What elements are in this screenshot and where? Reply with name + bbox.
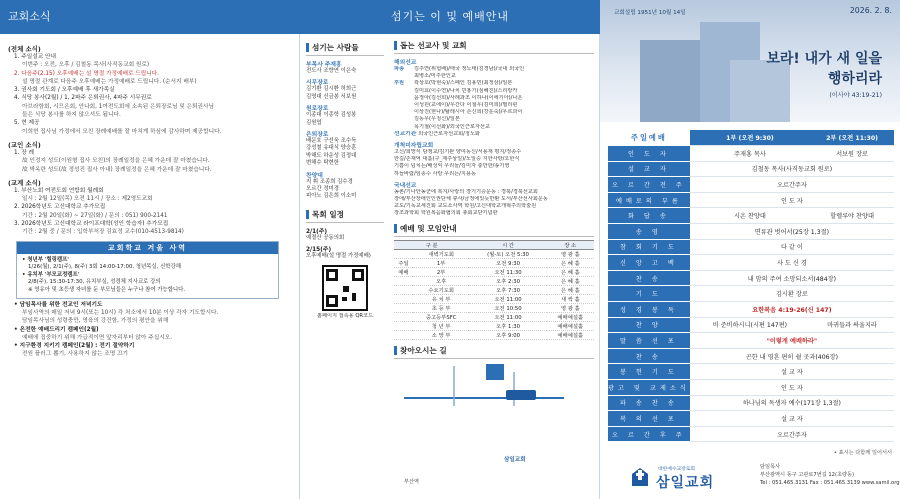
school-ministry-item: • 유치부 '부모교정캠프' xyxy=(22,271,80,278)
order-label: 송 영 xyxy=(608,224,690,240)
worship-place: 영 광 홀 xyxy=(547,249,594,258)
order-row xyxy=(608,255,894,271)
school-ministry-item: • 청년부 '힐링캠프' xyxy=(22,256,69,263)
denomination-label: 대한예수교장로회 xyxy=(658,467,696,472)
worship-table-row xyxy=(394,249,594,258)
news-header-title: 교회소식 xyxy=(8,10,51,23)
section-bar-icon xyxy=(394,224,397,233)
servant-line: 전도사 조향연 이은숙 xyxy=(306,68,357,74)
worship-name: 청 년 부 xyxy=(413,321,470,330)
school-ministry-item: 2/8(주), 15:30-17:30, 유치부실, 성경체 지사교로 강의 xyxy=(28,279,161,286)
church-wing-image xyxy=(730,60,790,122)
worship-name: 유 치 부 xyxy=(413,294,470,303)
order-label: 말 씀 선 포 xyxy=(608,333,690,349)
standing-note: • 표시는 다함께 일어서서 xyxy=(833,450,892,456)
mission-row xyxy=(394,95,594,102)
servant-line: 피아노 김은희 이소미 xyxy=(306,193,357,200)
servant-group-head: 은퇴장로 xyxy=(306,132,329,139)
school-ministry-item: 1/26(월), 2/1(주), 8(주) 3회 14:00-17:00, 청년목실, 신학강해 xyxy=(28,264,181,271)
section-bar-icon xyxy=(394,346,397,355)
worship-table-row xyxy=(394,276,594,285)
worship-place: 은 혜 홀 xyxy=(547,285,594,294)
worship-group xyxy=(394,330,413,339)
news-item-text: 기간 : 2월 중 / 문의 : 입학부처장 김효정 교수(010-4513-9814) xyxy=(22,229,184,236)
theme-title-line2: 행하리라 xyxy=(827,71,882,87)
worship-name: 오후 xyxy=(413,276,470,285)
worship-time: 오후 1:30 xyxy=(469,321,546,330)
order-label: 성 경 봉 독 xyxy=(608,302,690,318)
worship-time: 오전 11:30 xyxy=(469,267,546,276)
servant-group-head: 시무장로 xyxy=(306,80,329,87)
pioneer-head: 개척미자립교회 xyxy=(394,143,434,150)
servant-line: 배문호 구선욱 조수득 xyxy=(306,138,357,145)
servant-line: 지 휘 조종희 김수경 xyxy=(306,178,353,185)
mission-row-text: 최병소/미주한인교 xyxy=(414,73,456,80)
church-building-icon xyxy=(486,364,504,380)
news-item-text: 1. 부산노회 여전도회 연합회 월례회 xyxy=(14,187,104,194)
order-value-service2: 할렐루야 찬양대 xyxy=(810,208,894,224)
order-row xyxy=(608,380,894,396)
org-head: 국내선교 xyxy=(394,182,417,189)
pioneer-line: 고신/희망식 담쟁교/김기완 양여동신/서용재 평지/정종수 xyxy=(394,149,522,156)
servant-line: 강성철 유대식 양승훈 xyxy=(306,145,357,152)
worship-time: 오전 9:30 xyxy=(469,258,546,267)
order-row xyxy=(608,411,894,427)
order-header-label: 주일예배 xyxy=(608,130,690,146)
service2-header: 2부 (오전 11:30) xyxy=(810,130,894,146)
order-value: 다 같 이 xyxy=(690,239,894,255)
order-label: 오 르 간 전 주 xyxy=(608,177,690,193)
servants-panel xyxy=(300,34,388,499)
theme-banner xyxy=(600,0,900,122)
news-item xyxy=(8,195,293,203)
mission-title: 돕는 선교사 및 교회 xyxy=(394,40,594,54)
worship-time: 오전 11:00 xyxy=(469,294,546,303)
schedule-list xyxy=(306,226,384,261)
worship-name: 초 등 부 xyxy=(413,303,470,312)
news-extra-item: 전원 플러그 뽑기, 사용하지 않는 조명 끄기 xyxy=(22,351,129,358)
order-value: 요한복음 4:19-26(신 147) xyxy=(690,302,894,318)
worship-time: 오후 9:00 xyxy=(469,330,546,339)
order-value: 김철동 목사(사직동교회 원로) xyxy=(690,161,894,177)
order-label: 광고 및 교제소식 xyxy=(608,380,690,396)
order-label: 복 의 선 포 xyxy=(608,411,690,427)
road-map-label: 부산역 xyxy=(404,479,420,485)
order-value-service2: 서보원 장로 xyxy=(810,146,894,162)
worship-time: 오전 10:50 xyxy=(469,303,546,312)
order-row xyxy=(608,161,894,177)
mission-row-text: 이상진(현나)/탈레시아 손신희(강운숙)/우르과이 xyxy=(414,109,523,116)
mission-row xyxy=(394,124,594,131)
servant-line: 이종대 이종학 김성봉 xyxy=(306,112,357,119)
order-value: 면류관 벗어서(25장 1,3절) xyxy=(690,224,894,240)
order-value: 인 도 자 xyxy=(690,380,894,396)
order-label: 찬 양 xyxy=(608,317,690,333)
order-value: 곤한 내 영혼 편히 쉴 곳과(406장) xyxy=(690,348,894,364)
order-column xyxy=(600,0,900,499)
order-label: 오 르 간 후 주 xyxy=(608,426,690,442)
order-label: 설 교 자 xyxy=(608,161,690,177)
service-info-column xyxy=(300,34,600,499)
order-row xyxy=(608,395,894,411)
servant-line: 변해수 탁현한 xyxy=(306,160,339,167)
church-address: 부산광역시 동구 고관로7번길 12(초량동) xyxy=(760,471,855,478)
order-row xyxy=(608,270,894,286)
worship-time: 오후 7:30 xyxy=(469,285,546,294)
worship-place: 예배예설홀 xyxy=(547,312,594,321)
order-row xyxy=(608,208,894,224)
mission-row xyxy=(394,66,594,73)
church-footer xyxy=(600,458,900,499)
order-value: 김시환 장로 xyxy=(690,286,894,302)
order-row xyxy=(608,364,894,380)
news-item-text: 故 박옥란 성도(故 정성진 집사 아내) 장례일정을 은혜 가운데 잘 마쳤습니다. xyxy=(22,166,212,173)
mission-row xyxy=(394,109,594,116)
worship-group: 예배 xyxy=(394,267,413,276)
order-value-service1: 주재홍 목사 xyxy=(690,146,810,162)
order-value-service2: 마귀들과 싸울지라 xyxy=(810,317,894,333)
mission-row-label: 후원 xyxy=(394,80,405,87)
worship-group xyxy=(394,276,413,285)
worship-table-row xyxy=(394,285,594,294)
order-label: 신 앙 고 백 xyxy=(608,255,690,271)
order-value: 설 교 자 xyxy=(690,411,894,427)
order-label: 화 답 송 xyxy=(608,208,690,224)
mission-row-text: 윤정아(김선희)/사례과조 이하나(이에기아)/나온 xyxy=(414,94,523,101)
news-extra-item: 예배에 집중하기 위해 가급적이면 앞자리부터 앉아 주십시오. xyxy=(22,334,173,341)
mission-row-text: 김주연(위험배)/태국 정노태(김경남)/국내 외국인 xyxy=(414,66,525,72)
order-value: 오르간주자 xyxy=(690,177,894,193)
worship-table-row xyxy=(394,312,594,321)
worship-table-row xyxy=(394,294,594,303)
order-label: 참 회 기 도 xyxy=(608,239,690,255)
worship-group xyxy=(394,303,413,312)
theme-verse: (이사야 43:19-21) xyxy=(829,92,882,99)
worship-group xyxy=(394,249,413,258)
overseas-head: 해외선교 xyxy=(394,60,417,66)
domestic-text: 외국인근로자선교회/청노화 xyxy=(418,130,480,137)
news-section-title: (전체 소식) xyxy=(8,45,41,53)
servant-line: 김영대 신금봉 서보원 xyxy=(306,93,357,100)
order-row xyxy=(608,239,894,255)
org-line: 장애/부산장애인인권단체 큐사/금정에있듯반환 도서/부산선사회운동 xyxy=(394,196,548,203)
news-item xyxy=(8,220,293,228)
servant-line: 김기환 김시환 허희근 xyxy=(306,86,357,93)
news-item-text: 故 인정지 성도(이원형 집사 모친)의 장례일정을 은혜 가운데 잘 마쳤습니다. xyxy=(22,158,210,165)
news-extra-item: 담임목사님의 성령충만, 영육의 강건함, 가정의 평안을 위해 xyxy=(22,318,169,325)
school-ministry-body xyxy=(17,254,278,298)
order-row xyxy=(608,333,894,349)
servant-line: 박해도 하운성 김정대 xyxy=(306,152,357,159)
mission-row-text: 목기철(이선화)/외국인근로자선교 xyxy=(414,123,490,130)
order-value: 설 교 자 xyxy=(690,364,894,380)
news-item-text: 이희현 집사님 가정에서 모친 장례예배를 잘 마치게 하심에 감사하며 제공합니다. xyxy=(22,128,222,135)
news-extra-item: • 담임목사를 위한 전교인 저녁기도 xyxy=(14,301,103,308)
theme-title-line1: 보라! 내가 새 일을 xyxy=(766,51,882,67)
worship-place: 은 혜 홀 xyxy=(547,276,594,285)
worship-place: 예배예설홀 xyxy=(547,330,594,339)
section-bar-icon xyxy=(306,43,309,52)
order-label: 인 도 자 xyxy=(608,146,690,162)
org-line: 교도/기독교세진회 교도소사역 학원/고신대학교개혁주의학술원 xyxy=(394,203,537,210)
news-item-text: 5. 현 제공 xyxy=(14,120,40,127)
order-value: 사 도 신 경 xyxy=(690,255,894,271)
church-map-label: 삼일교회 xyxy=(504,457,526,463)
worship-name: 소 망 부 xyxy=(413,330,470,339)
news-item xyxy=(8,166,293,174)
news-item-text: 아브라함회, 시므온회, 안나회, 1여전도회에 소속된 은퇴장로님 및 은퇴권사님 xyxy=(22,103,215,110)
mission-row xyxy=(394,73,594,80)
section-bar-icon xyxy=(306,210,309,219)
worship-table-row xyxy=(394,321,594,330)
school-ministry-box xyxy=(16,241,279,299)
servant-line: 김원엽 xyxy=(306,119,322,126)
news-item xyxy=(8,149,293,157)
worship-table-header: 구 분 xyxy=(394,240,469,249)
worship-table-title: 예배 및 모임안내 xyxy=(394,223,594,237)
news-item xyxy=(8,187,293,195)
news-item xyxy=(8,128,293,136)
servants-header-title: 섬기는 이 및 예배안내 xyxy=(390,10,510,23)
directions-title: 찾아오시는 길 xyxy=(394,345,594,359)
order-row xyxy=(608,317,894,333)
order-row xyxy=(608,224,894,240)
mission-row xyxy=(394,102,594,109)
mission-row-text: 김미효(이수연)/나치 민홍기(심혜진)/스리랑카 xyxy=(414,87,518,94)
news-item xyxy=(8,111,293,119)
bulletin-date: 2026. 2. 8. xyxy=(849,6,892,15)
worship-group: 주일 xyxy=(394,258,413,267)
mission-row-text: 이성원(교에이)/우간다 이철우(김미희)/필리핀 xyxy=(414,102,518,109)
school-ministry-title: 교회학교 겨울 사역 xyxy=(17,242,278,254)
mission-row-text: 김동우(우청신)/일본 xyxy=(414,116,460,123)
worship-table-row xyxy=(394,330,594,339)
order-value: 오르간주자 xyxy=(690,426,894,442)
service1-header: 1부 (오전 9:30) xyxy=(690,130,810,146)
news-item-text: 일시 : 2월 12일(목) 오전 11시 / 장소 : 제2영도교회 xyxy=(22,196,153,203)
order-row xyxy=(608,146,894,162)
org-line: 농촌/기나안농군에 복지/사랑의 장기기증운동 : 경북/경북선교회 xyxy=(394,188,538,195)
worship-table-row xyxy=(394,258,594,267)
news-item xyxy=(8,103,293,111)
order-label: 기 도 xyxy=(608,286,690,302)
founding-date: 교회설립 1951년 10월 14일 xyxy=(614,10,686,16)
mission-list xyxy=(394,57,594,218)
news-section-title: (교인 소식) xyxy=(8,140,41,149)
school-ministry-item: ※ 영유아 및 초등생 자녀를 둔 부모님들은 누구나 참여 가능합니다. xyxy=(28,287,186,294)
subway-station-icon xyxy=(506,390,536,400)
news-item xyxy=(8,86,293,94)
order-label: 찬 송 xyxy=(608,348,690,364)
mission-panel xyxy=(390,34,600,499)
order-value-service1: 비 준비하시니(시편 147편) xyxy=(690,317,810,333)
mission-row xyxy=(394,116,594,123)
mission-row xyxy=(394,88,594,95)
news-item-text: 1. 장 례 xyxy=(14,149,35,156)
order-row xyxy=(608,192,894,208)
worship-name: 1부 xyxy=(413,258,470,267)
news-item-text: 들은 식당 봉사를 하지 않으셔도 됩니다. xyxy=(22,112,121,119)
servant-group-head: 원로장로 xyxy=(306,106,329,113)
qr-code-icon[interactable] xyxy=(322,265,368,311)
contact-info xyxy=(760,464,900,487)
news-item xyxy=(8,78,293,86)
news-item xyxy=(8,157,293,165)
order-row xyxy=(608,302,894,318)
news-header xyxy=(0,0,300,34)
pioneer-line: 한길/손재억 대홀(구_제주상일)/노일승 지한사랑/오한식 xyxy=(394,156,520,163)
order-value: 인 도 자 xyxy=(690,192,894,208)
worship-table-header: 장 소 xyxy=(547,240,594,249)
worship-table-header: 시 간 xyxy=(469,240,546,249)
order-row xyxy=(608,177,894,193)
mission-row xyxy=(394,80,594,87)
worship-name: 새벽기도회 xyxy=(413,249,470,258)
news-item-text: 3. 2026학년도 고신대학교 라이프대학(성인 학습자) 추가모집 xyxy=(14,221,169,228)
news-item-text: 2. 2026학년도 고신대학교 추가모집 xyxy=(14,204,106,211)
order-value: 하나님의 독생자 예수(171장 1,3절) xyxy=(690,395,894,411)
schedule-text: 예결산 공동의회 xyxy=(306,234,345,241)
news-item-text: 1. 주일설교 안내 xyxy=(14,54,57,60)
news-item xyxy=(8,61,293,69)
worship-schedule-table xyxy=(394,240,594,340)
order-value: 내 맘의 주여 소망되소서(484장) xyxy=(690,270,894,286)
servants-header xyxy=(300,0,600,34)
worship-group xyxy=(394,321,413,330)
schedule-date: 2/15(주) xyxy=(306,247,332,254)
domestic-head: 선교기관 xyxy=(394,130,417,137)
news-item-text: 이번주 : 오전, 오후 / 김철동 목사(사직동교회 원로) xyxy=(22,62,150,69)
news-extra-item: • 지구환경 지키기 캠페인(2월) : 전기 절약하기 xyxy=(14,343,135,350)
order-row xyxy=(608,426,894,442)
church-logo-icon xyxy=(628,466,652,490)
order-row xyxy=(608,286,894,302)
news-section-title: (교계 소식) xyxy=(8,178,41,187)
worship-place: 은 혜 홀 xyxy=(547,258,594,267)
servants-title: 섬기는 사람들 xyxy=(306,42,384,56)
news-item xyxy=(8,94,293,102)
news-extra-item: 부임사역의 매일 저녁 9시(또는 10시) 각 처소에서 10분 이상 각자 기도합시다. xyxy=(22,309,219,316)
directions-map[interactable] xyxy=(394,362,594,408)
news-item xyxy=(8,228,293,236)
worship-place: 새 싹 홀 xyxy=(547,294,594,303)
worship-time: 오전 11:00 xyxy=(469,312,546,321)
news-item-text: 2. 다음주(2.15) 오후예배는 설 명절 가정예배로 드립니다. xyxy=(14,70,160,77)
schedule-text: 오후예배(설 명절 가정예배) xyxy=(306,253,371,260)
pastor-label: 담임목사 xyxy=(760,464,781,470)
mission-row-text: 곽상호(박현숙)/스페인 김용민(최정삼)/일본 xyxy=(414,80,513,87)
news-item-text: 4. 식당 봉사(2월) / 1, 2파주 은퇴권사, 4파주 시무권로 xyxy=(14,95,152,102)
order-label: 봉 헌 기 도 xyxy=(608,364,690,380)
order-row xyxy=(608,348,894,364)
order-header-row xyxy=(608,130,894,146)
pioneer-line: 하늘바람/임종수 사랑 우리는/지용동 xyxy=(394,170,476,177)
worship-group xyxy=(394,294,413,303)
servants-list xyxy=(306,59,384,201)
worship-place: 예배예설홀 xyxy=(547,321,594,330)
qr-caption: 홈페이지 접속용 QR코드 xyxy=(316,312,374,319)
schedule-title: 목회 일정 xyxy=(306,209,384,223)
section-bar-icon xyxy=(394,41,397,50)
worship-time: (월-토) 오전 5:30 xyxy=(469,249,546,258)
news-item-text: 3. 권사회 기도회 / 오후예배 후 새가족실 xyxy=(14,87,115,94)
worship-place: 은 혜 홀 xyxy=(547,267,594,276)
worship-table-row xyxy=(394,303,594,312)
worship-group xyxy=(394,285,413,294)
news-item xyxy=(8,119,293,127)
order-of-worship-table xyxy=(608,130,894,442)
news-extra-item: • 온전한 예배드리기 캠페인(2월) xyxy=(14,326,99,333)
order-value-service1: 시온 찬양대 xyxy=(690,208,810,224)
news-item xyxy=(8,203,293,211)
worship-time: 오후 2:30 xyxy=(469,276,546,285)
mission-row-label: 파송 xyxy=(394,66,405,72)
news-item-text: 기간 : 2월 20일(화) ~ 27일(화) / 문의 : 051) 900-2141 xyxy=(22,212,168,219)
news-item xyxy=(8,53,293,61)
church-phone: Tel : 051.465.3131 Fax : 051.465.3139 www.samil.org xyxy=(760,479,900,486)
news-item xyxy=(8,70,293,78)
order-label: 예배로의 부름 xyxy=(608,192,690,208)
news-item xyxy=(8,212,293,220)
station-map-label: 초량역 xyxy=(508,489,524,495)
domestic-row xyxy=(394,131,594,138)
servant-line: 오르간 정미경 xyxy=(306,186,339,193)
worship-name: 중고등부SFC xyxy=(413,312,470,321)
org-line: 장조과학회 학원복음화협의회 총회교단기념관 xyxy=(394,210,498,217)
schedule-date: 2/1(주) xyxy=(306,228,328,235)
pioneer-line: 기쁨이 넘치는/배성익 우리들/김미자 충만한/송기영 xyxy=(394,163,510,170)
servant-group-head: 부목사 주재홍 xyxy=(306,62,342,68)
church-name: 삼일교회 xyxy=(656,475,715,491)
worship-name: 2부 xyxy=(413,267,470,276)
worship-group xyxy=(394,312,413,321)
worship-name: 수요기도회 xyxy=(413,285,470,294)
news-column xyxy=(0,34,300,499)
order-label: 찬 송 xyxy=(608,270,690,286)
news-item-text: 설 명절 관계로 다음주 오후예배는 가정예배로 드립니다. (순서지 배부) xyxy=(22,78,197,85)
servant-group-head: 찬양대 xyxy=(306,172,323,179)
order-value: "이렇게 예배하라" xyxy=(690,333,894,349)
worship-place: 영 광 홀 xyxy=(547,303,594,312)
order-label: 파 송 찬 송 xyxy=(608,395,690,411)
worship-table-row xyxy=(394,267,594,276)
